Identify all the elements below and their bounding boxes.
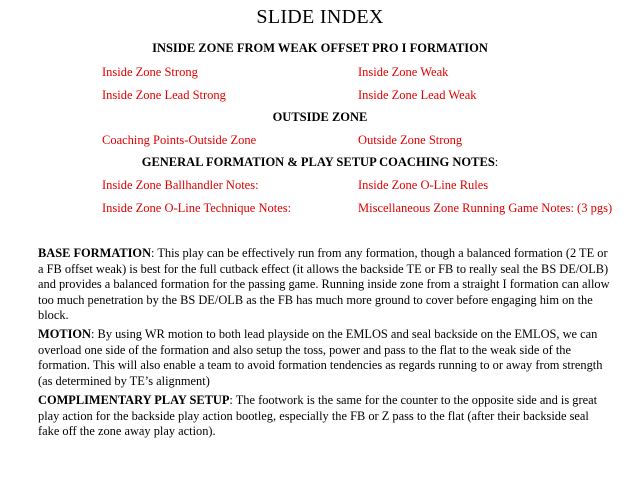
section-heading-inside-zone: INSIDE ZONE FROM WEAK OFFSET PRO I FORMATION [152,41,488,55]
paragraph-base-formation [38,246,610,324]
link-misc-zone-notes[interactable]: Miscellaneous Zone Running Game Notes: (3 pgs) [358,201,613,215]
paragraph-text: : By using WR motion to both lead playside on the EMLOS and seal backside on the EMLOS, we can overload one side of the formation and also setup the toss, power and pass to the flat to the weak side of the formation. This will also enable a team to avoid formation tendencies as regards running to or away from strength (as determined by TE’s alignment) [38,327,603,388]
page-title: SLIDE INDEX [256,6,384,28]
section-heading-general-notes [0,155,640,170]
section-heading-general-notes-text: GENERAL FORMATION & PLAY SETUP COACHING NOTES [141,155,495,169]
link-oline-technique-notes[interactable]: Inside Zone O-Line Technique Notes: [102,201,292,215]
link-ballhandler-notes[interactable]: Inside Zone Ballhandler Notes: [102,178,259,192]
link-oline-rules[interactable]: Inside Zone O-Line Rules [358,178,489,192]
link-inside-zone-lead-weak[interactable]: Inside Zone Lead Weak [358,88,477,102]
link-inside-zone-strong[interactable]: Inside Zone Strong [102,65,198,79]
paragraph-text: : The footwork is the same for the counter to the opposite side and is great play action for the backside play action bootleg, especially the FB or Z pass to the flat (after their backside seal fake off the zone away play action). [38,393,598,439]
paragraph-label: BASE FORMATION [38,246,152,260]
paragraph-complimentary-play-setup [38,393,610,440]
link-outside-zone-strong[interactable]: Outside Zone Strong [358,133,463,147]
paragraph-label: COMPLIMENTARY PLAY SETUP [38,393,230,407]
section-heading-outside-zone: OUTSIDE ZONE [272,110,368,124]
paragraph-motion [38,327,610,389]
link-inside-zone-lead-strong[interactable]: Inside Zone Lead Strong [102,88,226,102]
link-inside-zone-weak[interactable]: Inside Zone Weak [358,65,449,79]
link-coaching-points-outside-zone[interactable]: Coaching Points-Outside Zone [102,133,257,147]
paragraph-label: MOTION [38,327,92,341]
section-heading-colon: : [494,155,499,169]
paragraph-text: : This play can be effectively run from any formation, though a balanced formation (2 TE or a FB offset weak) is best for the full cutback effect (it allows the backside TE or FB to really seal the BS DE/OLB) and provides a balanced formation for the passing game. Running inside zone from a straight I formation can allow too much penetration by the BS DE/OLB as the FB has much more ground to cover before engaging him on the block. [38,246,610,323]
